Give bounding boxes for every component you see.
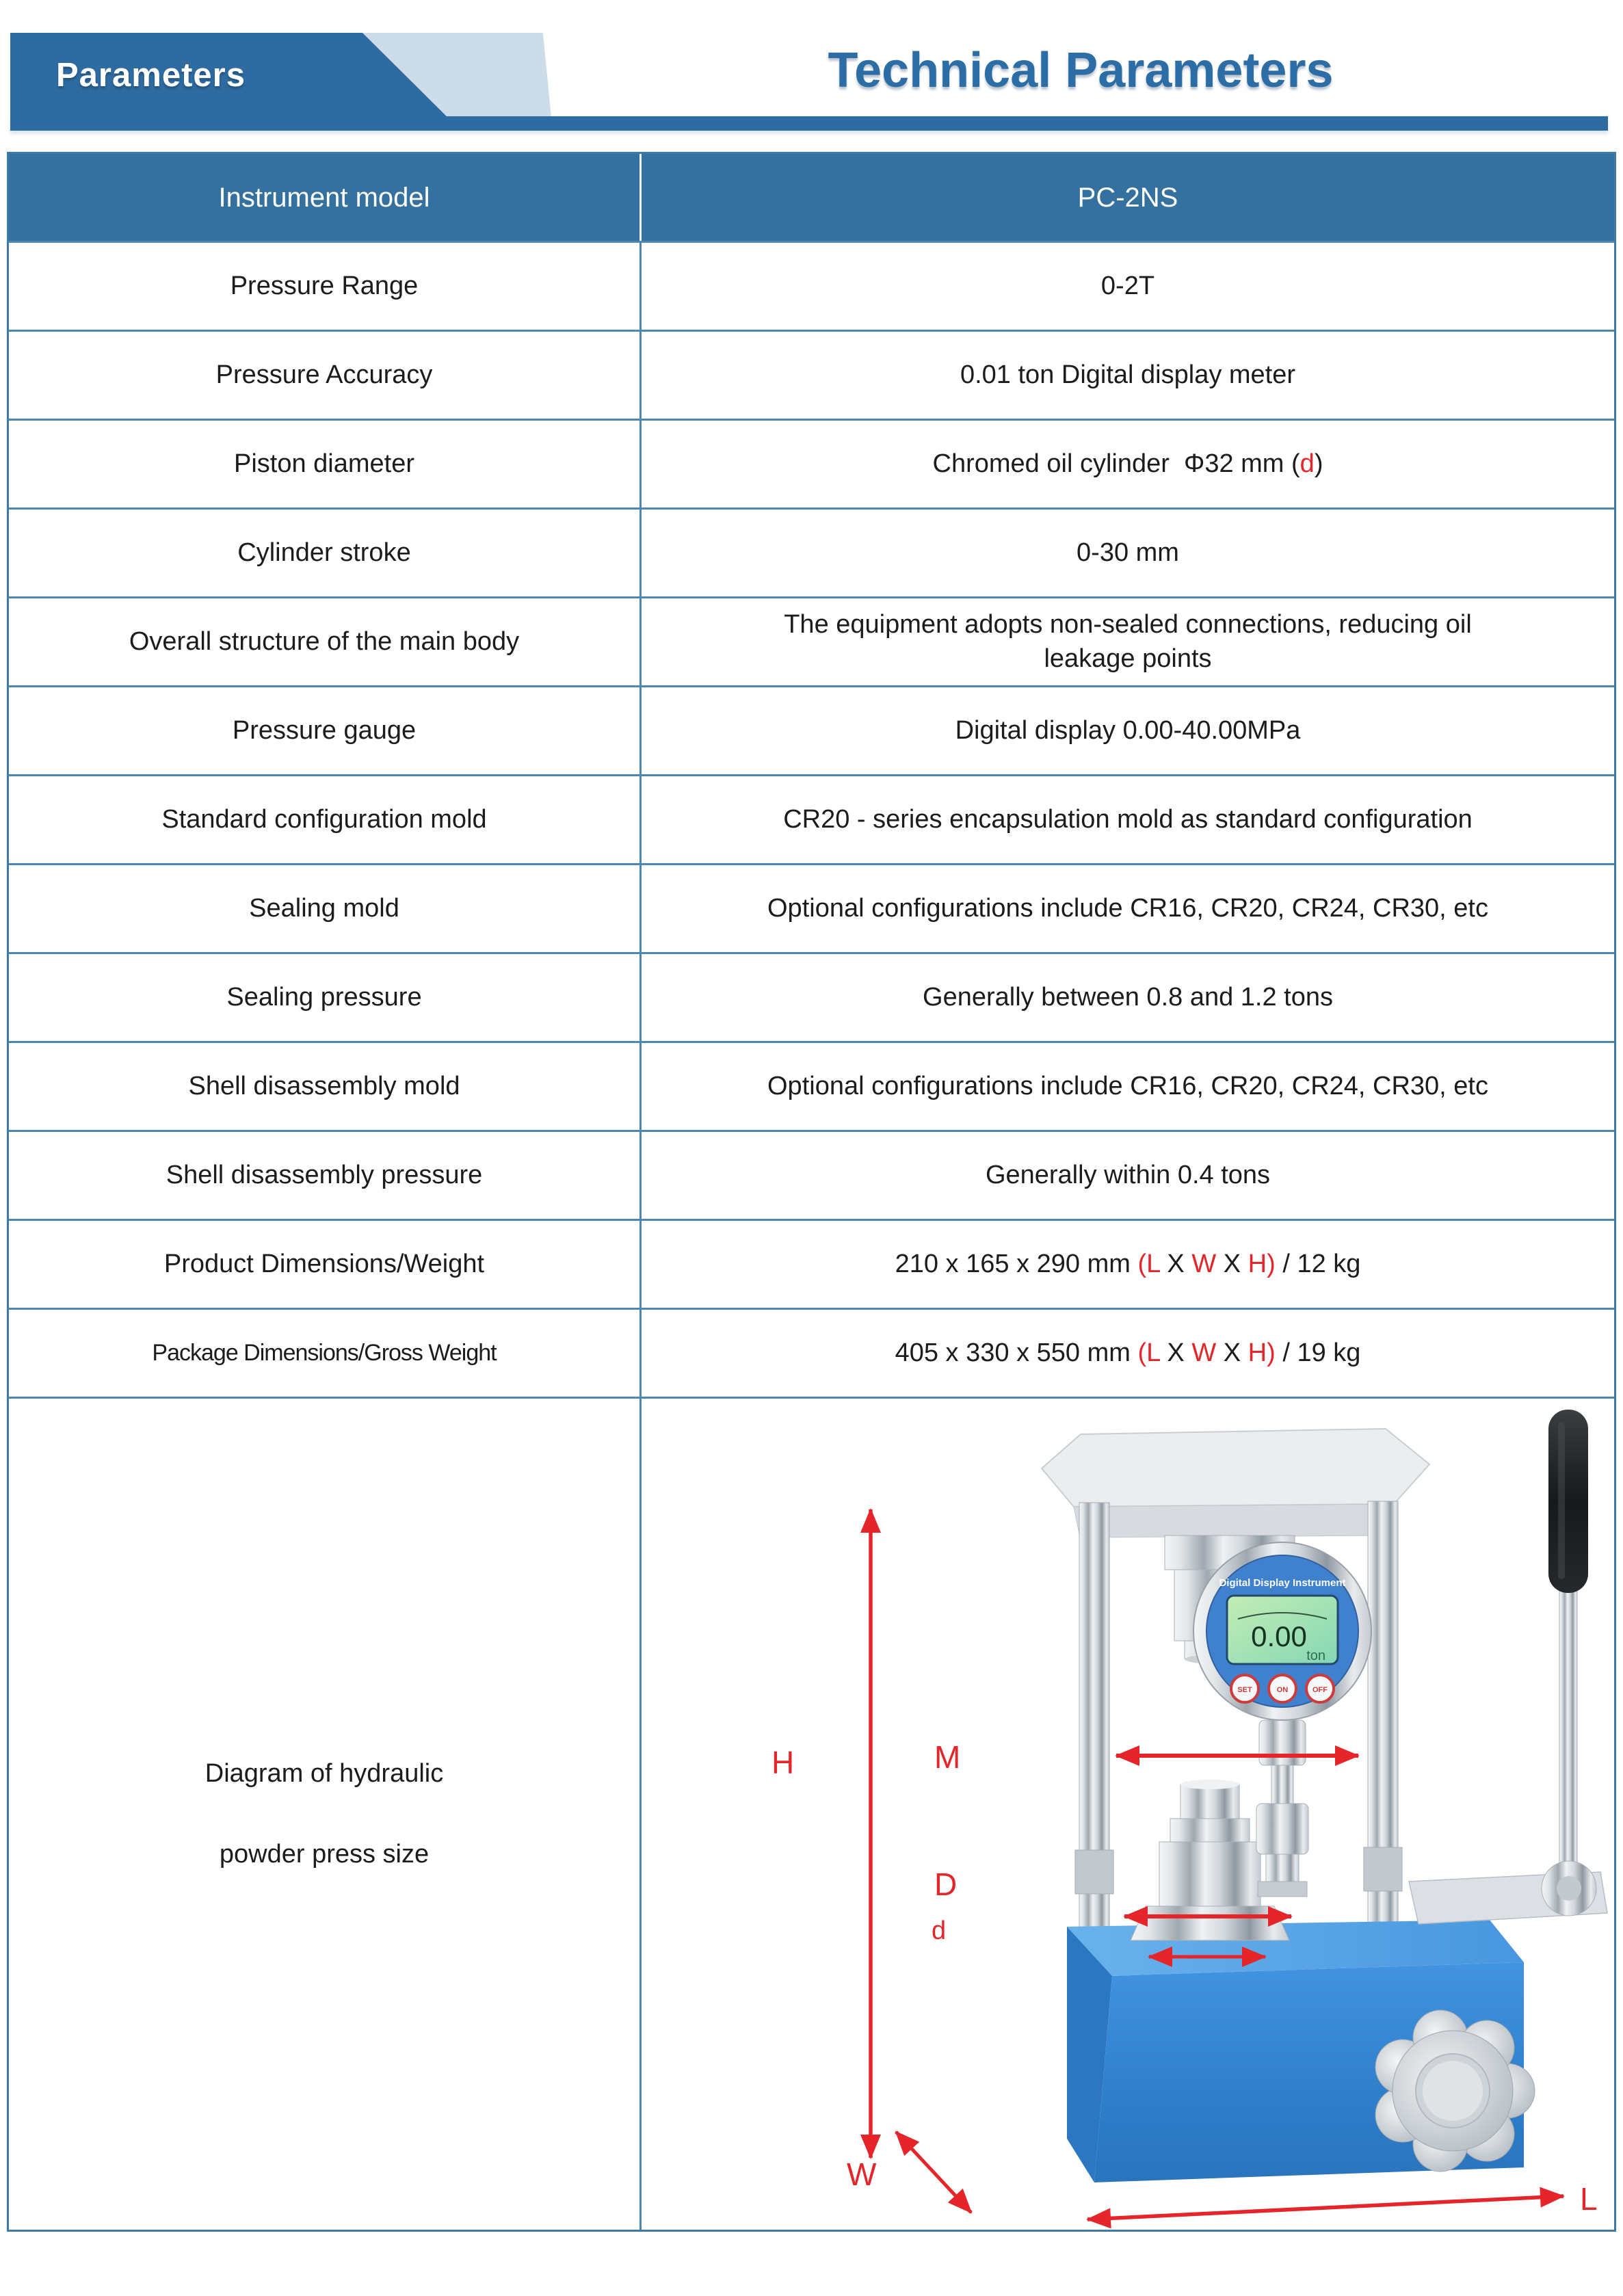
gauge-stem <box>1256 1708 1308 1897</box>
pump-handle <box>1542 1410 1596 1916</box>
table-row <box>9 776 1614 865</box>
hydraulic-press-diagram <box>642 1399 1614 2230</box>
left-column-clamp <box>1075 1850 1113 1894</box>
value-cell: CR20 - series encapsulation mold as standard configuration <box>783 804 1473 834</box>
width-dimension-arrow <box>896 2132 971 2213</box>
banner-label: Parameters <box>56 57 246 94</box>
value-cell: The equipment adopts non-sealed connections, reducing oil leakage points <box>784 610 1472 673</box>
mold-space-dimension-label: M <box>934 1739 961 1775</box>
gauge-brand-text: Digital Display Instrument <box>1219 1577 1346 1589</box>
value-cell: 210 x 165 x 290 mm (L X W X H) / 12 kg <box>895 1249 1361 1278</box>
param-cell: Pressure gauge <box>9 687 642 774</box>
param-cell: Shell disassembly mold <box>9 1043 642 1130</box>
param-cell: Standard configuration mold <box>9 776 642 863</box>
table-row <box>9 687 1614 776</box>
value-cell: Chromed oil cylinder Φ32 mm (d) <box>932 449 1323 478</box>
value-cell: 0-30 mm <box>1077 538 1179 567</box>
value-cell: Digital display 0.00-40.00MPa <box>955 715 1301 745</box>
header-param-cell: Instrument model <box>9 154 642 241</box>
value-cell: Optional configurations include CR16, CR20, CR24, CR30, etc <box>767 893 1488 923</box>
value-cell: Generally within 0.4 tons <box>985 1160 1271 1189</box>
press-crossbar <box>1042 1429 1429 1507</box>
value-cell: 405 x 330 x 550 mm (L X W X H) / 19 kg <box>895 1338 1361 1367</box>
right-column-clamp <box>1364 1847 1402 1891</box>
die-outer-dimension-label: D <box>934 1866 958 1902</box>
gauge-off-label: OFF <box>1312 1686 1328 1694</box>
table-row <box>9 954 1614 1043</box>
table-row <box>9 598 1614 687</box>
value-cell: Optional configurations include CR16, CR20, CR24, CR30, etc <box>767 1071 1488 1100</box>
diagram-caption-line2: powder press size <box>219 1839 430 1869</box>
technical-parameters-table <box>7 152 1616 2232</box>
table-row <box>9 1310 1614 1399</box>
header-divider-strip <box>10 116 1608 131</box>
param-cell: Product Dimensions/Weight <box>9 1221 642 1308</box>
table-header-row <box>9 154 1614 243</box>
param-cell: Shell disassembly pressure <box>9 1132 642 1219</box>
page-title: Technical Parameters <box>828 43 1334 98</box>
press-crossbar-front <box>1074 1504 1394 1538</box>
value-cell: 0.01 ton Digital display meter <box>960 360 1296 389</box>
table-row <box>9 510 1614 598</box>
param-cell: Piston diameter <box>9 421 642 507</box>
table-row <box>9 1132 1614 1221</box>
diagram-caption-line1: Diagram of hydraulic <box>204 1759 444 1789</box>
table-row <box>9 421 1614 510</box>
param-cell: Package Dimensions/Gross Weight <box>9 1310 642 1397</box>
diagram-image-cell <box>642 1399 1614 2230</box>
gauge-set-label: SET <box>1237 1686 1252 1694</box>
digital-pressure-gauge <box>1193 1542 1371 1720</box>
diagram-row <box>9 1399 1614 2230</box>
table-row <box>9 1221 1614 1310</box>
gauge-unit: ton <box>1306 1648 1325 1663</box>
length-dimension-arrow <box>1087 2196 1563 2219</box>
table-row <box>9 332 1614 421</box>
table-row <box>9 1043 1614 1132</box>
length-dimension-label: L <box>1580 2181 1598 2217</box>
gauge-on-label: ON <box>1276 1686 1289 1694</box>
value-cell: Generally between 0.8 and 1.2 tons <box>923 982 1333 1012</box>
handle-grip <box>1548 1410 1588 1593</box>
param-cell: Pressure Range <box>9 243 642 330</box>
diagram-param-cell <box>9 1399 642 2230</box>
param-cell: Pressure Accuracy <box>9 332 642 419</box>
param-cell: Overall structure of the main body <box>9 598 642 685</box>
header-value-cell: PC-2NS <box>1077 182 1178 213</box>
param-cell: Sealing mold <box>9 865 642 952</box>
gauge-reading: 0.00 <box>1251 1620 1307 1652</box>
height-dimension-label: H <box>771 1745 795 1780</box>
param-cell: Cylinder stroke <box>9 510 642 596</box>
table-row <box>9 865 1614 954</box>
width-dimension-label: W <box>847 2156 877 2192</box>
table-row <box>9 243 1614 332</box>
value-cell: 0-2T <box>1100 271 1155 300</box>
param-cell: Sealing pressure <box>9 954 642 1041</box>
die-inner-dimension-label: d <box>932 1916 947 1945</box>
